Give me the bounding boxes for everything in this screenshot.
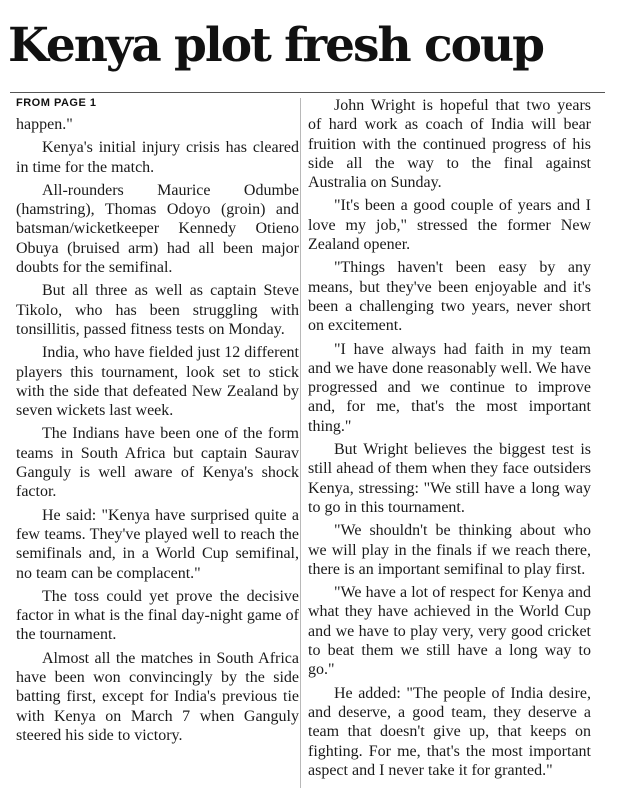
paragraph: The Indians have been one of the form teams in South Africa but captain Saurav Ganguly is well aware of Kenya's shock factor. [16,425,299,501]
right-column [308,96,591,784]
paragraph: Kenya's initial injury crisis has cleared in time for the match. [16,139,299,176]
paragraph: "Things haven't been easy by any means, but they've been enjoyable and it's been a challenging two years, never short on excitement. [308,259,591,335]
paragraph: He added: "The people of India desire, and deserve, a good team, they deserve a team that doesn't give up, that keeps on fighting. For me, that's the most important aspect and I never take it for granted." [308,684,591,779]
paragraph: India, who have fielded just 12 different players this tournament, look set to stick with the side that defeated New Zealand by seven wickets last week. [16,344,299,420]
paragraph: But Wright believes the biggest test is still ahead of them when they face outsiders Kenya, stressing: "We still have a long way to go in this tournament. [308,441,591,516]
left-column [16,96,299,749]
paragraph: John Wright is hopeful that two years of hard work as coach of India will bear fruition with the continued progress of his side all the way to the final against Australia on Sunday. [308,97,591,192]
paragraph: But all three as well as captain Steve Tikolo, who has been struggling with tonsillitis, passed fitness tests on Monday. [16,282,299,338]
column-divider [300,98,301,788]
paragraph: happen." [16,116,73,133]
paragraph: "We have a lot of respect for Kenya and what they have achieved in the World Cup and we have to play very, very good cricket to beat them we still have a long way to go." [308,584,591,679]
paragraph: All-rounders Maurice Odumbe (hamstring), Thomas Odoyo (groin) and batsman/wicketkeeper Kennedy Otieno Obuya (bruised arm) had all been major doubts for the semifinal. [16,181,299,277]
paragraph: "I have always had faith in my team and we have done reasonably well. We have progressed and we continue to improve and, for me, that's the most important thing." [308,340,591,435]
headline-rule [10,92,605,93]
from-page-label: FROM PAGE 1 [16,97,97,109]
paragraph: "We shouldn't be thinking about who we will play in the finals if we reach there, there is an important semifinal to play first. [308,522,591,578]
paragraph: The toss could yet prove the decisive factor in what is the final day-night game of the tournament. [16,587,299,644]
paragraph: Almost all the matches in South Africa have been won convincingly by the side batting first, except for India's previous tie with Kenya on March 7 when Ganguly steered his side to victory. [16,649,299,744]
headline: Kenya plot fresh coup [8,18,544,73]
paragraph: He said: "Kenya have surprised quite a few teams. They've played well to reach the semifinals and, in a World Cup semifinal, no team can be complacent." [16,506,299,582]
paragraph: "It's been a good couple of years and I love my job," stressed the former New Zealand opener. [308,197,591,254]
